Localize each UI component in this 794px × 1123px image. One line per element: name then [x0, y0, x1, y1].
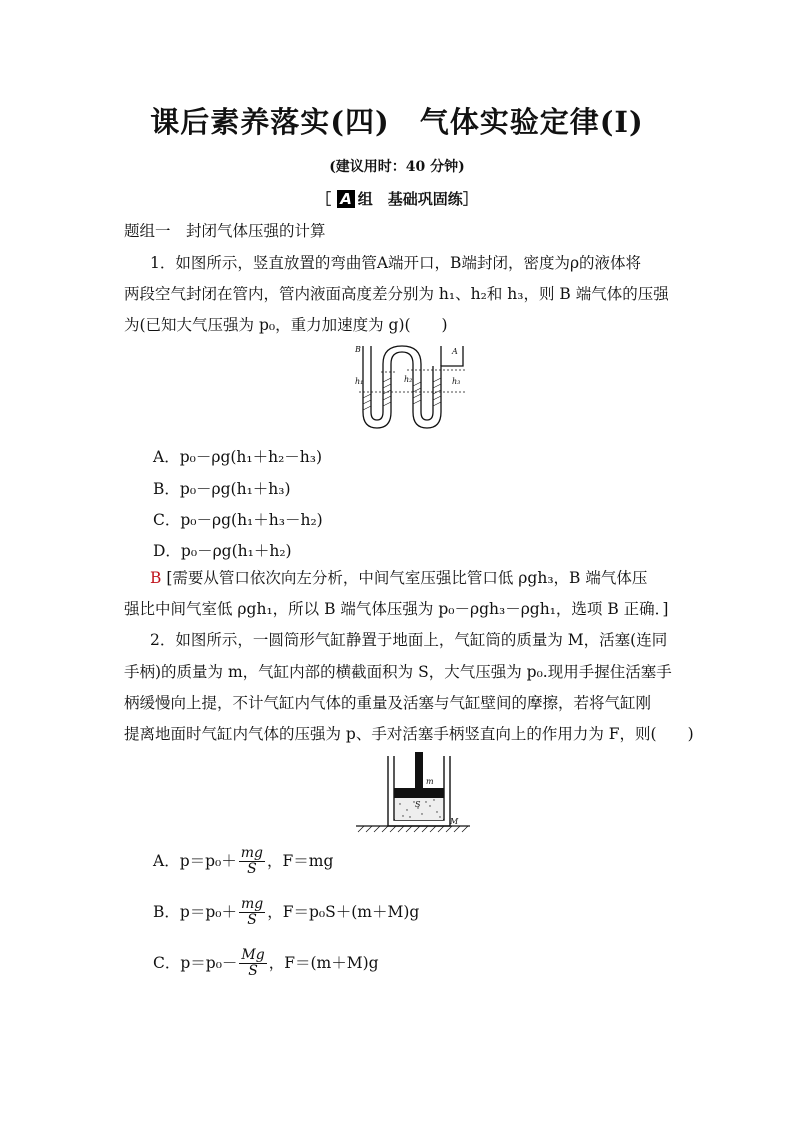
section-heading: 题组一 封闭气体压强的计算	[124, 222, 326, 240]
q1-option-c: C．p₀－ρg(h₁＋h₃－h₂)	[153, 511, 323, 529]
fraction-denominator: S	[248, 963, 258, 980]
q1-text-line2: 两段空气封闭在管内，管内液面高度差分别为 h₁、h₂和 h₃，则 B 端气体的压强	[124, 285, 669, 303]
q2-fig-label-s: S	[415, 800, 421, 809]
page-title: 课后素养落实(四) 气体实验定律(Ⅰ)	[150, 105, 644, 139]
q1-fig-label-b: B	[355, 345, 361, 354]
q2-option-c-suffix: ，F＝(m＋M)g	[268, 953, 379, 972]
q1-option-b: B．p₀－ρg(h₁＋h₃)	[153, 480, 291, 498]
group-bracket-open: ［	[316, 190, 332, 208]
q2-text-line4: 提离地面时气缸内气体的压强为 p、手对活塞手柄竖直向上的作用力为 F，则( )	[124, 725, 694, 743]
q2-option-a-fraction	[239, 846, 265, 878]
q2-option-c-prefix: C．p＝p₀－	[153, 953, 238, 972]
q2-text-line2: 手柄)的质量为 m，气缸内部的横截面积为 S，大气压强为 p₀.现用手握住活塞手	[124, 663, 672, 681]
q1-explanation-line1	[150, 571, 647, 587]
fraction-numerator: mg	[240, 896, 264, 912]
q2-option-a-prefix: A．p＝p₀＋	[153, 851, 237, 870]
q1-fig-label-h1: h₁	[355, 377, 364, 386]
fraction-denominator: S	[247, 912, 257, 929]
q2-option-b-fraction	[239, 897, 265, 929]
q2-fig-label-mass-cylinder: M	[450, 817, 459, 826]
q1-text-line3: 为(已知大气压强为 p₀，重力加速度为 g)( )	[124, 316, 448, 334]
q1-fig-label-h3: h₃	[452, 377, 461, 386]
q1-u-tube-figure	[355, 342, 475, 434]
q2-option-b-suffix: ，F＝p₀S＋(m＋M)g	[267, 902, 420, 921]
q1-explanation-line2: 强比中间气室低 ρgh₁，所以 B 端气体压强为 p₀－ρgh₃－ρgh₁，选项 B 正确．]	[124, 600, 669, 618]
q2-cylinder-figure	[352, 750, 474, 836]
group-label: 组 基础巩固练	[357, 190, 463, 208]
fraction-denominator: S	[247, 861, 257, 878]
q2-text-line3: 柄缓慢向上提，不计气缸内气体的重量及活塞与气缸壁间的摩擦，若将气缸刚	[124, 694, 652, 712]
q1-option-a: A．p₀－ρg(h₁＋h₂－h₃)	[153, 448, 323, 466]
q2-option-a-suffix: ，F＝mg	[267, 851, 334, 870]
group-letter-badge: A	[337, 190, 355, 208]
q1-option-d: D．p₀－ρg(h₁＋h₂)	[153, 542, 292, 560]
q1-answer-letter: B	[150, 569, 162, 587]
q2-option-b	[153, 897, 419, 929]
q1-fig-label-h2: h₂	[404, 375, 413, 384]
duration-note: (建议用时：40 分钟)	[329, 159, 465, 175]
group-bracket-close: ］	[462, 190, 478, 208]
q2-option-c-fraction	[239, 948, 266, 980]
fraction-numerator: mg	[240, 845, 264, 861]
q2-option-b-prefix: B．p＝p₀＋	[153, 902, 237, 921]
group-heading	[0, 188, 794, 209]
q1-fig-label-a: A	[452, 347, 458, 356]
q2-option-a	[153, 846, 333, 878]
q1-explanation-text: [需要从管口依次向左分析，中间气室压强比管口低 ρgh₃，B 端气体压	[166, 569, 648, 587]
fraction-numerator: Mg	[241, 947, 265, 963]
q2-option-c	[153, 948, 379, 980]
q1-text-line1: 1．如图所示，竖直放置的弯曲管A端开口，B端封闭，密度为ρ的液体将	[150, 254, 642, 272]
q2-text-line1: 2．如图所示，一圆筒形气缸静置于地面上，气缸筒的质量为 M，活塞(连同	[150, 631, 668, 649]
q2-fig-label-m: m	[426, 777, 434, 786]
